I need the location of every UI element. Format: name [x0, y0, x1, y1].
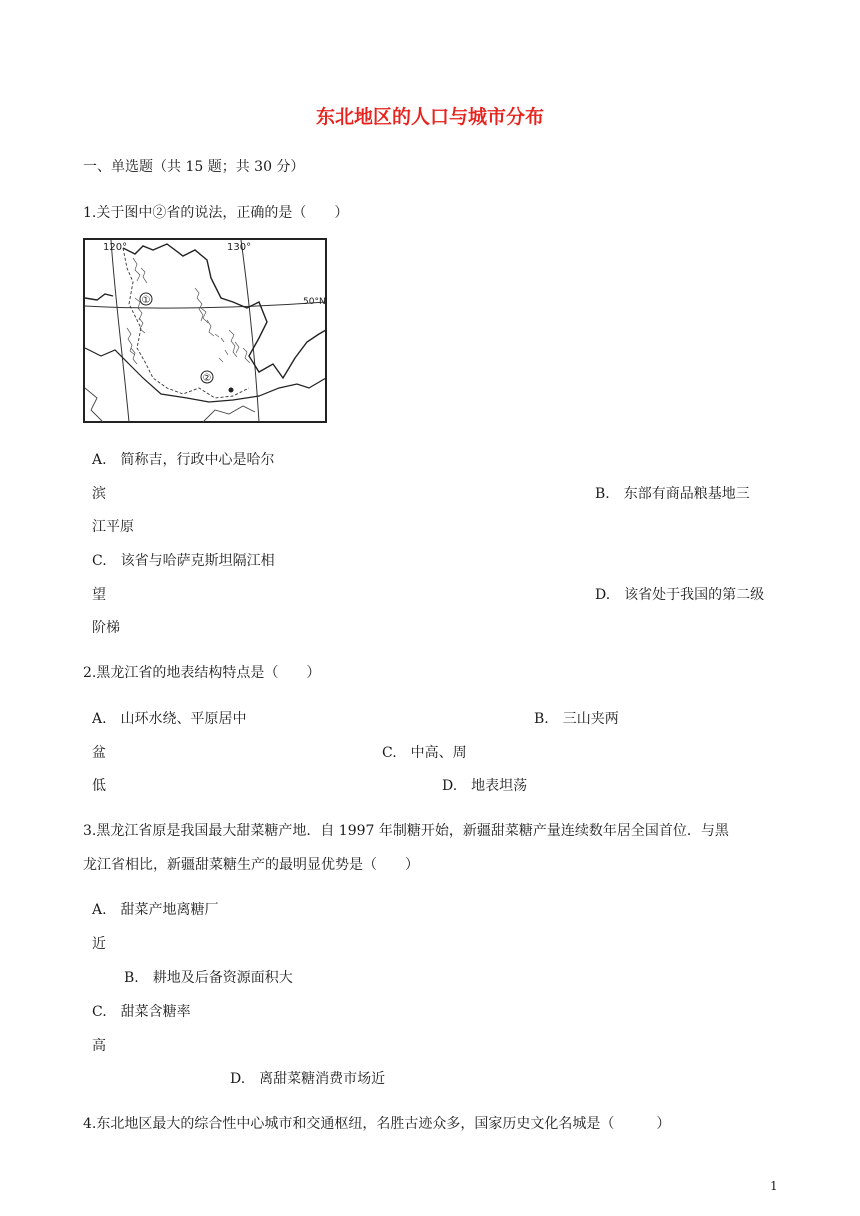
lon-label-130: 130°	[227, 242, 252, 253]
q1-option-a-cont: 滨	[92, 486, 106, 502]
northeast-china-map	[83, 238, 327, 423]
q1-option-c-cont: 望	[92, 587, 106, 603]
question-3-stem-line2: 龙江省相比，新疆甜菜糖生产的最明显优势是（ ）	[83, 857, 419, 873]
q3-option-b: B. 耕地及后备资源面积大	[124, 970, 293, 986]
q2-option-b: B. 三山夹两	[534, 711, 619, 727]
city-dot	[229, 388, 234, 393]
lon-label-120: 120°	[103, 242, 128, 253]
q1-option-b: B. 东部有商品粮基地三	[595, 486, 750, 502]
q3-option-d: D. 离甜菜糖消费市场近	[230, 1071, 386, 1087]
q3-option-c-cont: 高	[92, 1038, 106, 1054]
q2-option-b-cont: 盆	[92, 745, 106, 761]
q2-option-d: D. 地表坦荡	[442, 778, 528, 794]
q3-option-a-cont: 近	[92, 936, 106, 952]
page-title: 东北地区的人口与城市分布	[315, 106, 544, 128]
question-4-stem: 4.东北地区最大的综合性中心城市和交通枢纽，名胜古迹众多，国家历史文化名城是（ ）	[83, 1116, 671, 1132]
q3-option-a: A. 甜菜产地离糖厂	[92, 902, 219, 918]
marker-1-label: ①	[141, 295, 151, 306]
q2-option-c: C. 中高、周	[382, 745, 467, 761]
q1-option-d-cont: 阶梯	[92, 620, 120, 636]
q1-option-c: C. 该省与哈萨克斯坦隔江相	[92, 553, 275, 569]
question-1-stem: 1.关于图中②省的说法，正确的是（ ）	[83, 205, 349, 221]
section-heading: 一、单选题（共 15 题；共 30 分）	[83, 159, 305, 175]
lat-label-50n: 50°N	[303, 297, 326, 307]
question-3-stem-line1: 3.黑龙江省原是我国最大甜菜糖产地．自 1997 年制糖开始，新疆甜菜糖产量连续数年居全国首位．与黑	[83, 823, 729, 839]
q1-option-a: A. 简称吉，行政中心是哈尔	[92, 452, 275, 468]
q2-option-a: A. 山环水绕、平原居中	[92, 711, 247, 727]
page-number: 1	[770, 1179, 778, 1193]
marker-2-label: ②	[202, 373, 212, 384]
q1-option-d: D. 该省处于我国的第二级	[595, 587, 765, 603]
q1-option-b-cont: 江平原	[92, 519, 134, 535]
question-2-stem: 2.黑龙江省的地表结构特点是（ ）	[83, 665, 321, 681]
q2-option-c-cont: 低	[92, 778, 106, 794]
q3-option-c: C. 甜菜含糖率	[92, 1004, 191, 1020]
